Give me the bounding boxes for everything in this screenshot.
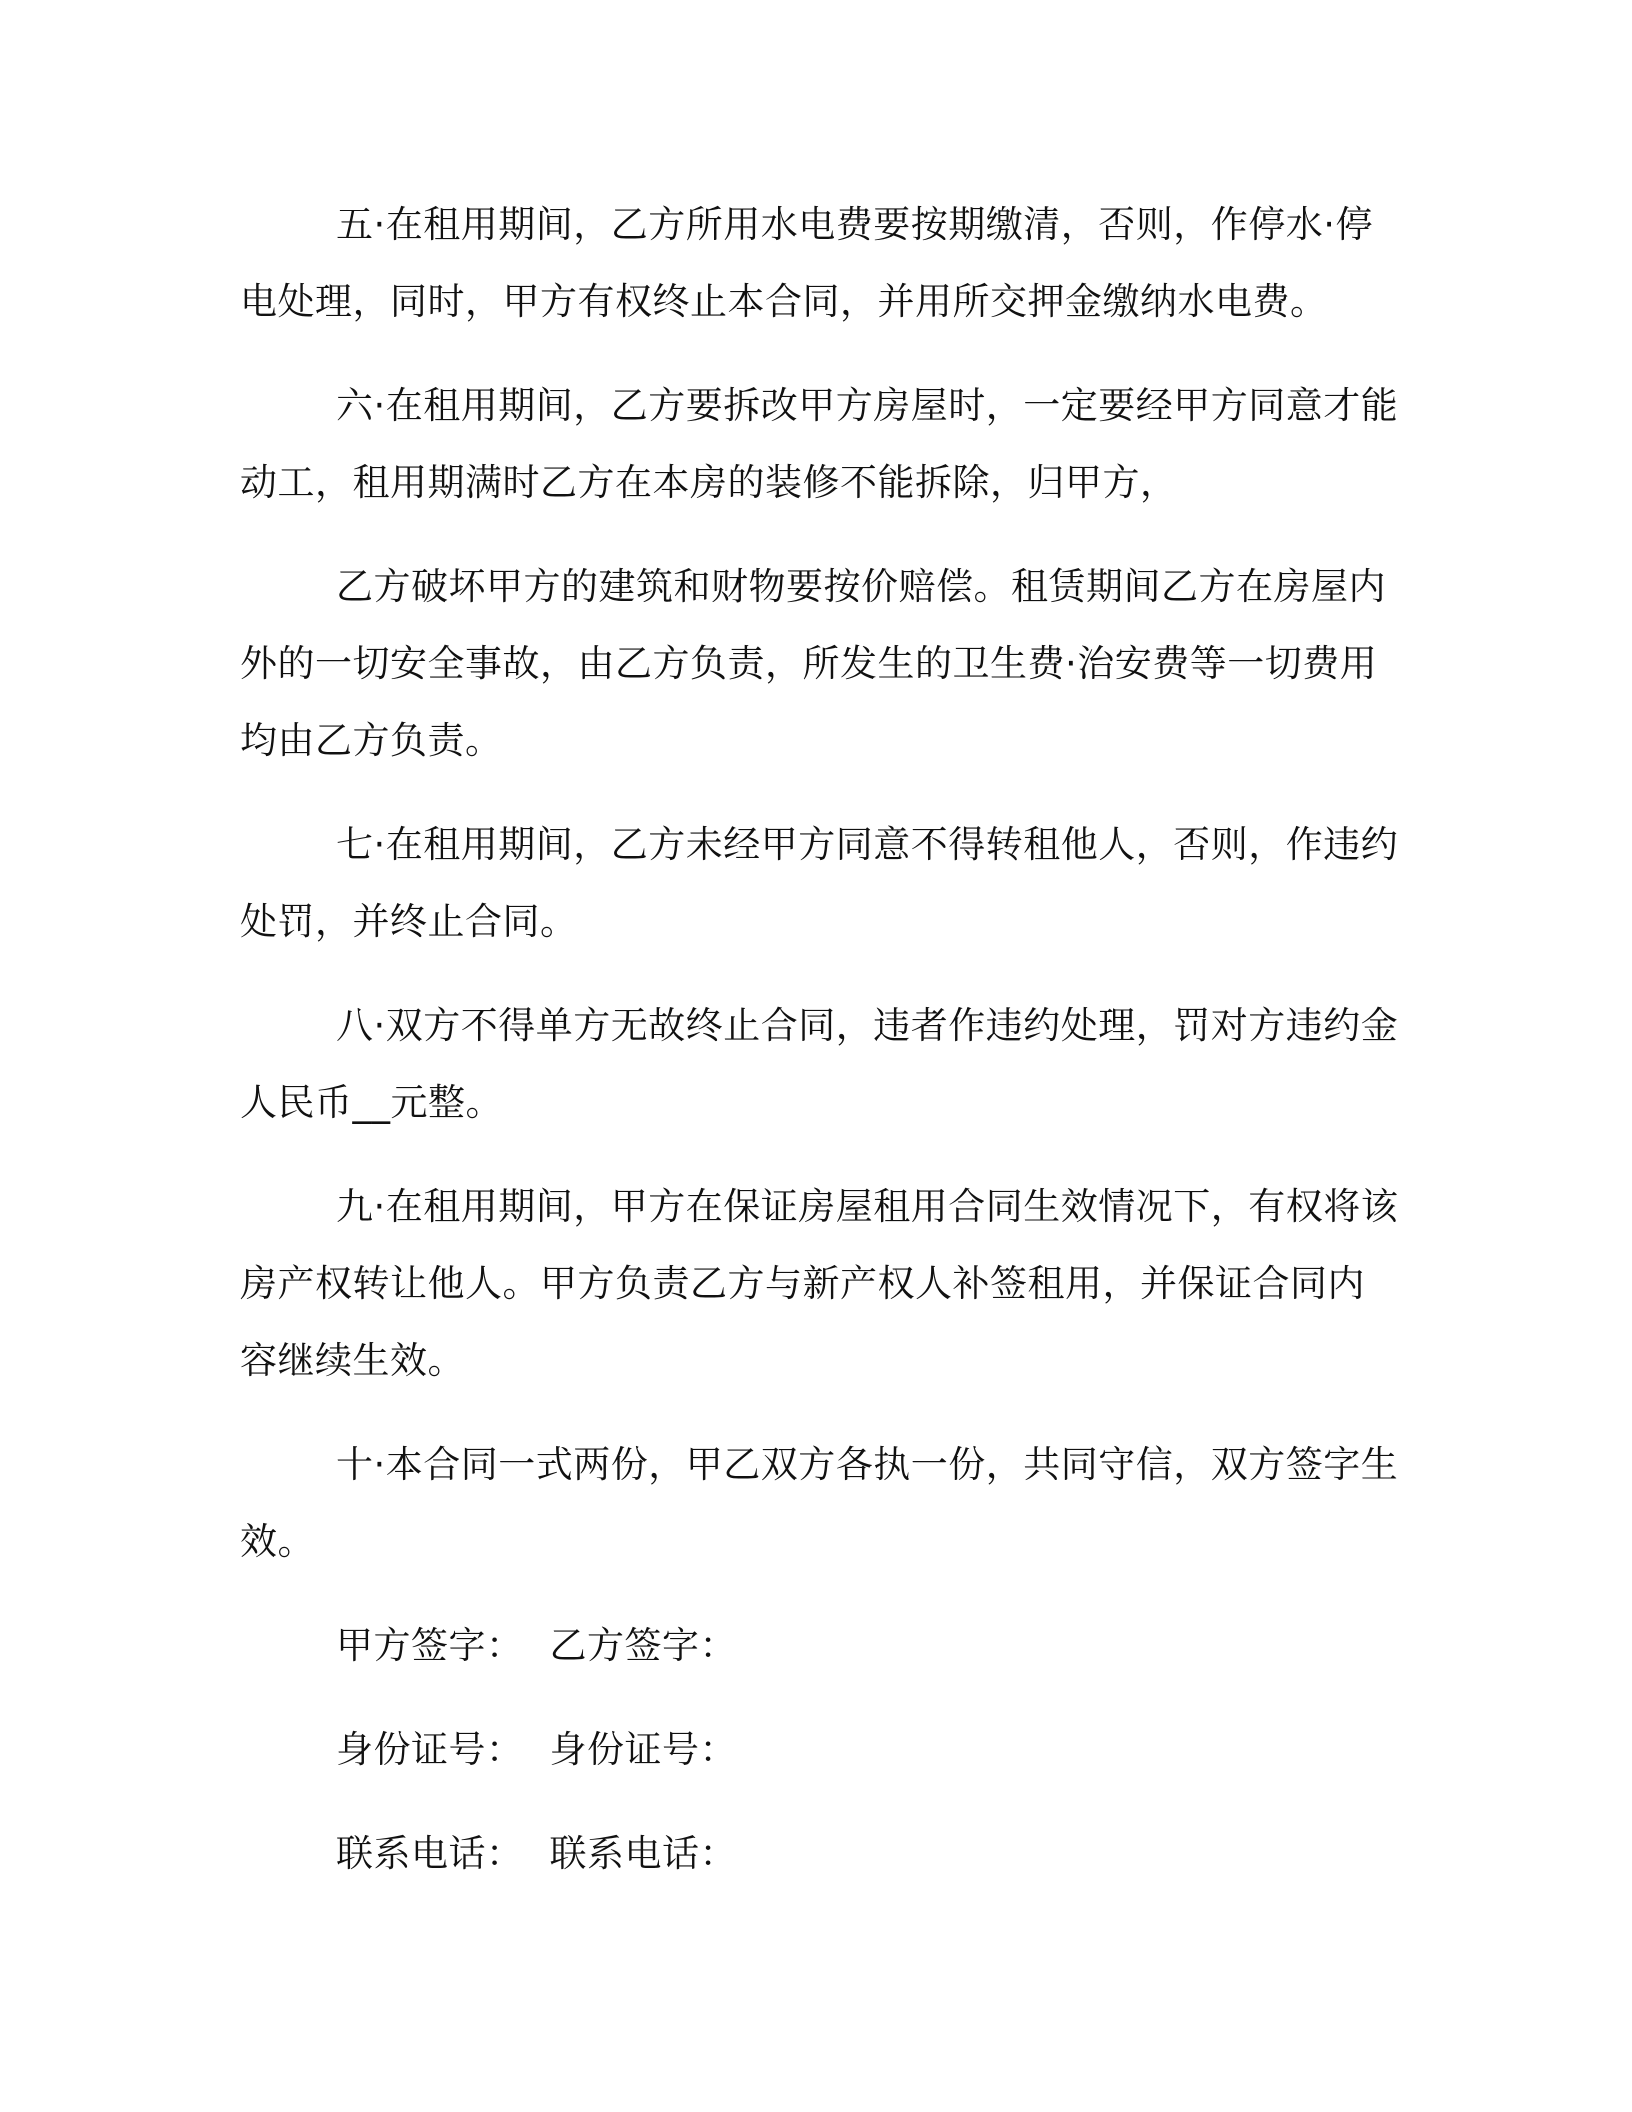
party-b-id-label: 身份证号： [549, 1728, 737, 1771]
clause-5: 五·在租用期间，乙方所用水电费要按期缴清，否则，作停水·停电处理，同时，甲方有权终止本合同，并用所交押金缴纳水电费。 [240, 203, 1374, 323]
document-page [240, 186, 1400, 1919]
clause-7: 七·在租用期间，乙方未经甲方同意不得转租他人，否则，作违约处罚，并终止合同。 [240, 823, 1399, 943]
clause-8: 八·双方不得单方无故终止合同，违者作违约处理，罚对方违约金人民币__元整。 [240, 1004, 1399, 1124]
party-a-phone-label: 联系电话： [336, 1832, 524, 1875]
signature-line [240, 1607, 1400, 1684]
party-b-signature-label: 乙方签字： [549, 1624, 737, 1667]
phone-line [240, 1815, 1400, 1892]
id-number-line [240, 1711, 1400, 1788]
clause-6-continued: 乙方破坏甲方的建筑和财物要按价赔偿。租赁期间乙方在房屋内外的一切安全事故，由乙方负责，所发生的卫生费·治安费等一切费用均由乙方负责。 [240, 565, 1386, 762]
party-b-phone-label: 联系电话： [549, 1832, 737, 1875]
party-a-id-label: 身份证号： [336, 1728, 524, 1771]
party-a-signature-label: 甲方签字： [336, 1624, 524, 1667]
clause-9: 九·在租用期间，甲方在保证房屋租用合同生效情况下，有权将该房产权转让他人。甲方负责乙方与新产权人补签租用，并保证合同内容继续生效。 [240, 1185, 1399, 1382]
clause-6: 六·在租用期间，乙方要拆改甲方房屋时，一定要经甲方同意才能动工，租用期满时乙方在本房的装修不能拆除，归甲方， [240, 384, 1399, 504]
clause-10: 十·本合同一式两份，甲乙双方各执一份，共同守信，双方签字生效。 [240, 1443, 1399, 1563]
